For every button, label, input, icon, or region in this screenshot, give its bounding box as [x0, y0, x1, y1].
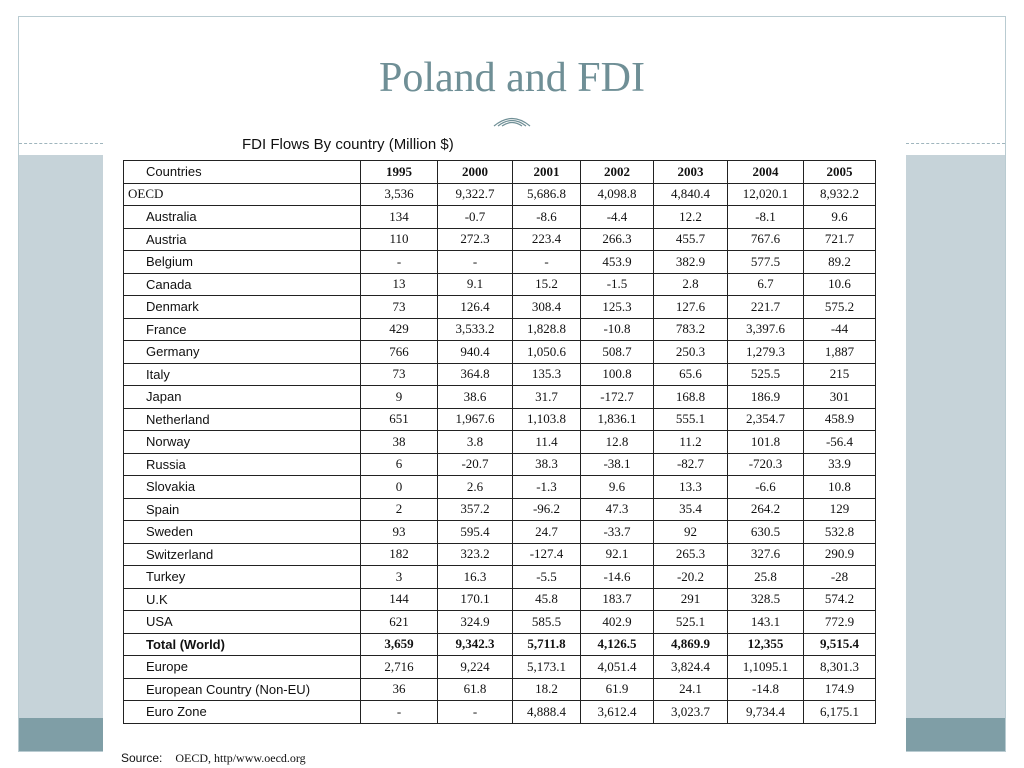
table-row: [124, 678, 876, 701]
value-cell: 621: [361, 611, 438, 634]
value-cell: 9,734.4: [728, 701, 804, 724]
value-cell: -127.4: [513, 543, 581, 566]
value-cell: 585.5: [513, 611, 581, 634]
value-cell: 25.8: [728, 566, 804, 589]
value-cell: 4,840.4: [654, 183, 728, 206]
table-row: [124, 363, 876, 386]
value-cell: 3.8: [438, 431, 513, 454]
value-cell: 402.9: [581, 611, 654, 634]
country-cell: Australia: [124, 206, 361, 229]
value-cell: 24.7: [513, 521, 581, 544]
value-cell: 35.4: [654, 498, 728, 521]
value-cell: 47.3: [581, 498, 654, 521]
header-year: 2005: [804, 161, 876, 184]
value-cell: 18.2: [513, 678, 581, 701]
value-cell: 6,175.1: [804, 701, 876, 724]
value-cell: 126.4: [438, 296, 513, 319]
table-row: [124, 498, 876, 521]
country-cell: Switzerland: [124, 543, 361, 566]
value-cell: -82.7: [654, 453, 728, 476]
table-row: [124, 318, 876, 341]
value-cell: 575.2: [804, 296, 876, 319]
value-cell: 5,711.8: [513, 633, 581, 656]
value-cell: 1,279.3: [728, 341, 804, 364]
value-cell: 290.9: [804, 543, 876, 566]
value-cell: 2.8: [654, 273, 728, 296]
value-cell: 577.5: [728, 251, 804, 274]
value-cell: 73: [361, 363, 438, 386]
value-cell: 324.9: [438, 611, 513, 634]
value-cell: 110: [361, 228, 438, 251]
value-cell: 31.7: [513, 386, 581, 409]
value-cell: 721.7: [804, 228, 876, 251]
value-cell: 135.3: [513, 363, 581, 386]
value-cell: 16.3: [438, 566, 513, 589]
value-cell: 9,224: [438, 656, 513, 679]
value-cell: 223.4: [513, 228, 581, 251]
value-cell: 4,051.4: [581, 656, 654, 679]
value-cell: 13: [361, 273, 438, 296]
value-cell: 651: [361, 408, 438, 431]
value-cell: 264.2: [728, 498, 804, 521]
slide-title: Poland and FDI: [379, 55, 645, 101]
value-cell: 767.6: [728, 228, 804, 251]
left-side-band: [19, 155, 103, 718]
value-cell: -14.8: [728, 678, 804, 701]
value-cell: -14.6: [581, 566, 654, 589]
value-cell: 783.2: [654, 318, 728, 341]
table-row: [124, 431, 876, 454]
value-cell: 291: [654, 588, 728, 611]
value-cell: 11.4: [513, 431, 581, 454]
table-row: [124, 521, 876, 544]
country-cell: Norway: [124, 431, 361, 454]
value-cell: 266.3: [581, 228, 654, 251]
value-cell: -10.8: [581, 318, 654, 341]
value-cell: 183.7: [581, 588, 654, 611]
header-year: 2001: [513, 161, 581, 184]
value-cell: 2.6: [438, 476, 513, 499]
header-year: 2000: [438, 161, 513, 184]
country-cell: Austria: [124, 228, 361, 251]
value-cell: 61.8: [438, 678, 513, 701]
value-cell: 12.2: [654, 206, 728, 229]
value-cell: 382.9: [654, 251, 728, 274]
value-cell: 2,354.7: [728, 408, 804, 431]
value-cell: -5.5: [513, 566, 581, 589]
header-year: 2004: [728, 161, 804, 184]
value-cell: 92: [654, 521, 728, 544]
country-cell: European Country (Non-EU): [124, 678, 361, 701]
value-cell: 6.7: [728, 273, 804, 296]
country-cell: Belgium: [124, 251, 361, 274]
value-cell: 4,869.9: [654, 633, 728, 656]
country-cell: Canada: [124, 273, 361, 296]
value-cell: 1,103.8: [513, 408, 581, 431]
value-cell: 9.6: [804, 206, 876, 229]
value-cell: 101.8: [728, 431, 804, 454]
country-cell: Russia: [124, 453, 361, 476]
country-cell: Slovakia: [124, 476, 361, 499]
value-cell: 4,126.5: [581, 633, 654, 656]
value-cell: -6.6: [728, 476, 804, 499]
value-cell: 93: [361, 521, 438, 544]
table-row: [124, 701, 876, 724]
country-cell: Germany: [124, 341, 361, 364]
value-cell: 323.2: [438, 543, 513, 566]
source-note: [121, 751, 306, 766]
right-dashed-divider: [906, 143, 1005, 144]
value-cell: 3,023.7: [654, 701, 728, 724]
table-row: [124, 656, 876, 679]
country-cell: Europe: [124, 656, 361, 679]
table-row: [124, 453, 876, 476]
value-cell: 508.7: [581, 341, 654, 364]
table-row: [124, 228, 876, 251]
value-cell: 364.8: [438, 363, 513, 386]
value-cell: 458.9: [804, 408, 876, 431]
value-cell: 574.2: [804, 588, 876, 611]
value-cell: 45.8: [513, 588, 581, 611]
value-cell: 525.1: [654, 611, 728, 634]
country-cell: Spain: [124, 498, 361, 521]
header-countries: Countries: [124, 161, 361, 184]
value-cell: 134: [361, 206, 438, 229]
value-cell: 3,397.6: [728, 318, 804, 341]
table-row: [124, 341, 876, 364]
table-row: [124, 476, 876, 499]
value-cell: 1,887: [804, 341, 876, 364]
value-cell: 630.5: [728, 521, 804, 544]
value-cell: 182: [361, 543, 438, 566]
table-row: [124, 566, 876, 589]
value-cell: 221.7: [728, 296, 804, 319]
value-cell: 127.6: [654, 296, 728, 319]
source-text: OECD, http/www.oecd.org: [175, 751, 306, 765]
value-cell: -1.5: [581, 273, 654, 296]
value-cell: 3,659: [361, 633, 438, 656]
value-cell: 429: [361, 318, 438, 341]
value-cell: 250.3: [654, 341, 728, 364]
value-cell: 73: [361, 296, 438, 319]
right-side-band: [906, 155, 1005, 718]
value-cell: 129: [804, 498, 876, 521]
value-cell: 453.9: [581, 251, 654, 274]
value-cell: -: [361, 701, 438, 724]
table-row: [124, 206, 876, 229]
value-cell: 766: [361, 341, 438, 364]
value-cell: 4,888.4: [513, 701, 581, 724]
value-cell: 9,342.3: [438, 633, 513, 656]
value-cell: 9,322.7: [438, 183, 513, 206]
value-cell: 3,612.4: [581, 701, 654, 724]
value-cell: 12.8: [581, 431, 654, 454]
value-cell: 5,686.8: [513, 183, 581, 206]
header-year: 2002: [581, 161, 654, 184]
value-cell: 0: [361, 476, 438, 499]
header-year: 2003: [654, 161, 728, 184]
value-cell: 3: [361, 566, 438, 589]
table-row: [124, 183, 876, 206]
value-cell: 3,536: [361, 183, 438, 206]
value-cell: 9,515.4: [804, 633, 876, 656]
country-cell: Netherland: [124, 408, 361, 431]
left-dashed-divider: [19, 143, 103, 144]
table-row: [124, 408, 876, 431]
value-cell: -4.4: [581, 206, 654, 229]
header-year: 1995: [361, 161, 438, 184]
value-cell: 174.9: [804, 678, 876, 701]
value-cell: 455.7: [654, 228, 728, 251]
country-cell: Sweden: [124, 521, 361, 544]
value-cell: -20.7: [438, 453, 513, 476]
value-cell: 4,098.8: [581, 183, 654, 206]
value-cell: 11.2: [654, 431, 728, 454]
value-cell: -8.6: [513, 206, 581, 229]
value-cell: 2,716: [361, 656, 438, 679]
value-cell: -96.2: [513, 498, 581, 521]
value-cell: 38.3: [513, 453, 581, 476]
value-cell: -0.7: [438, 206, 513, 229]
value-cell: 168.8: [654, 386, 728, 409]
value-cell: 2: [361, 498, 438, 521]
value-cell: 13.3: [654, 476, 728, 499]
value-cell: 1,836.1: [581, 408, 654, 431]
value-cell: 100.8: [581, 363, 654, 386]
value-cell: 8,301.3: [804, 656, 876, 679]
value-cell: 328.5: [728, 588, 804, 611]
value-cell: -8.1: [728, 206, 804, 229]
country-cell: Japan: [124, 386, 361, 409]
value-cell: -: [513, 251, 581, 274]
value-cell: 3,824.4: [654, 656, 728, 679]
value-cell: 61.9: [581, 678, 654, 701]
value-cell: -: [361, 251, 438, 274]
table-row: [124, 611, 876, 634]
table-caption: FDI Flows By country (Million $): [242, 136, 454, 153]
value-cell: 144: [361, 588, 438, 611]
value-cell: 301: [804, 386, 876, 409]
table-row: [124, 543, 876, 566]
country-cell: OECD: [124, 183, 361, 206]
value-cell: 38.6: [438, 386, 513, 409]
value-cell: 772.9: [804, 611, 876, 634]
value-cell: 215: [804, 363, 876, 386]
value-cell: 10.6: [804, 273, 876, 296]
country-cell: Turkey: [124, 566, 361, 589]
value-cell: 9.6: [581, 476, 654, 499]
value-cell: 12,020.1: [728, 183, 804, 206]
table-row: [124, 296, 876, 319]
value-cell: 532.8: [804, 521, 876, 544]
value-cell: 3,533.2: [438, 318, 513, 341]
country-cell: France: [124, 318, 361, 341]
value-cell: 357.2: [438, 498, 513, 521]
value-cell: -1.3: [513, 476, 581, 499]
value-cell: 595.4: [438, 521, 513, 544]
value-cell: 327.6: [728, 543, 804, 566]
value-cell: 272.3: [438, 228, 513, 251]
value-cell: 308.4: [513, 296, 581, 319]
value-cell: 6: [361, 453, 438, 476]
country-cell: Euro Zone: [124, 701, 361, 724]
value-cell: -28: [804, 566, 876, 589]
country-cell: Denmark: [124, 296, 361, 319]
value-cell: 24.1: [654, 678, 728, 701]
value-cell: 940.4: [438, 341, 513, 364]
value-cell: 89.2: [804, 251, 876, 274]
value-cell: -20.2: [654, 566, 728, 589]
value-cell: 525.5: [728, 363, 804, 386]
title-ornament-icon: [492, 113, 532, 127]
country-cell: U.K: [124, 588, 361, 611]
table-row: [124, 273, 876, 296]
country-cell: Total (World): [124, 633, 361, 656]
value-cell: -44: [804, 318, 876, 341]
table-row: [124, 633, 876, 656]
value-cell: 186.9: [728, 386, 804, 409]
value-cell: 125.3: [581, 296, 654, 319]
country-cell: USA: [124, 611, 361, 634]
value-cell: 9.1: [438, 273, 513, 296]
value-cell: 170.1: [438, 588, 513, 611]
value-cell: 265.3: [654, 543, 728, 566]
value-cell: 1,828.8: [513, 318, 581, 341]
value-cell: 1,1095.1: [728, 656, 804, 679]
fdi-table: [123, 160, 876, 724]
value-cell: 555.1: [654, 408, 728, 431]
value-cell: 12,355: [728, 633, 804, 656]
value-cell: 1,967.6: [438, 408, 513, 431]
value-cell: 33.9: [804, 453, 876, 476]
value-cell: 10.8: [804, 476, 876, 499]
table-row: [124, 386, 876, 409]
value-cell: 65.6: [654, 363, 728, 386]
value-cell: -720.3: [728, 453, 804, 476]
table-header-row: [124, 161, 876, 184]
country-cell: Italy: [124, 363, 361, 386]
value-cell: 8,932.2: [804, 183, 876, 206]
value-cell: 5,173.1: [513, 656, 581, 679]
value-cell: -38.1: [581, 453, 654, 476]
value-cell: -: [438, 701, 513, 724]
value-cell: -56.4: [804, 431, 876, 454]
value-cell: 143.1: [728, 611, 804, 634]
value-cell: -: [438, 251, 513, 274]
value-cell: 38: [361, 431, 438, 454]
value-cell: 92.1: [581, 543, 654, 566]
value-cell: 36: [361, 678, 438, 701]
value-cell: -33.7: [581, 521, 654, 544]
value-cell: 1,050.6: [513, 341, 581, 364]
table-row: [124, 251, 876, 274]
source-label: Source:: [121, 751, 163, 765]
value-cell: -172.7: [581, 386, 654, 409]
value-cell: 9: [361, 386, 438, 409]
table-row: [124, 588, 876, 611]
value-cell: 15.2: [513, 273, 581, 296]
